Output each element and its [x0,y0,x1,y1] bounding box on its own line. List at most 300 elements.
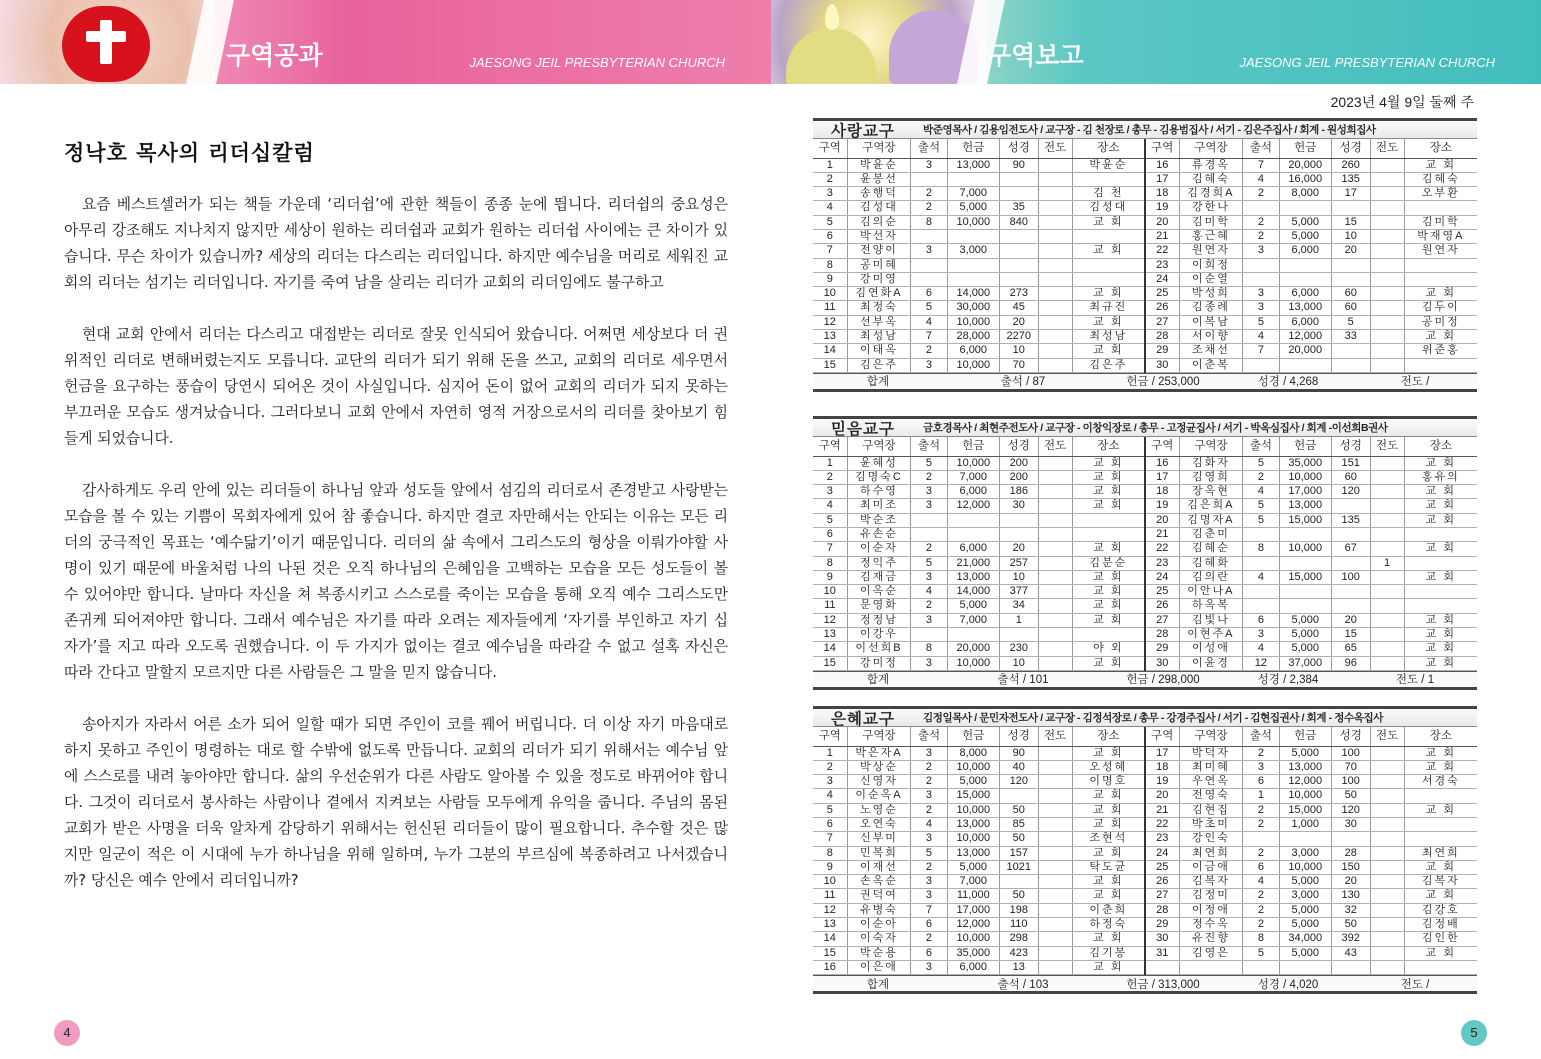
totals-row [813,671,1477,690]
table-cell [1370,746,1404,760]
table-cell: 6,000 [947,344,999,358]
table-cell: 4 [911,585,947,599]
page-number-left: 4 [54,1020,80,1046]
table-cell: 이순옥A [847,789,911,803]
table-cell: 16 [1145,456,1179,470]
table-cell: 전영숙 [1179,789,1243,803]
table-cell: 230 [999,642,1038,656]
table-cell: 13 [999,960,1038,974]
table-cell: 15 [813,946,847,960]
table-cell: 17 [1145,172,1179,186]
table-cell: 19 [1145,201,1179,215]
table-cell: 최미혜 [1179,760,1243,774]
table-cell: 50 [999,832,1038,846]
table-cell [1370,358,1404,372]
column-header: 구역 [1145,727,1179,746]
table-cell: 10 [813,287,847,301]
table-row [813,344,1477,358]
table-cell: 3 [1243,287,1279,301]
table-cell: 21 [1145,527,1179,541]
table-cell: 교 회 [1072,344,1145,358]
table-cell: 교 회 [1404,158,1477,172]
table-cell: 13 [813,918,847,932]
table-cell: 14,000 [947,585,999,599]
table-cell: 20 [999,542,1038,556]
table-cell: 김연화A [847,287,911,301]
table-cell [1038,656,1072,670]
table-cell: 강미정 [847,656,911,670]
table-cell: 3 [1243,244,1279,258]
table-cell: 최규진 [1072,301,1145,315]
table-cell: 3,000 [1279,846,1331,860]
table-row [813,656,1477,670]
table-cell: 28 [1145,330,1179,344]
table-cell [911,628,947,642]
table-cell: 11 [813,889,847,903]
table-cell: 위준홍 [1404,344,1477,358]
table-cell: 23 [1145,832,1179,846]
table-cell: 30 [999,499,1038,513]
table-cell [1038,272,1072,286]
table-cell [1038,875,1072,889]
table-cell: 윤혜성 [847,456,911,470]
table-cell: 김성대 [847,201,911,215]
table-row [813,789,1477,803]
table-cell: 김화자 [1179,456,1243,470]
table-cell: 김은주 [847,358,911,372]
table-row [813,613,1477,627]
table-cell: 35,000 [947,946,999,960]
column-header: 구역 [813,727,847,746]
table-cell: 3 [911,832,947,846]
table-cell: 공미혜 [847,258,911,272]
table-cell: 35 [999,201,1038,215]
table-cell [911,258,947,272]
column-header: 구역 [813,139,847,158]
table-cell: 15 [813,358,847,372]
table-cell: 최정숙 [847,301,911,315]
table-row [813,760,1477,774]
column-header: 장소 [1404,139,1477,158]
table-row [813,272,1477,286]
table-cell [1279,585,1331,599]
table-cell [1370,946,1404,960]
table-cell [1370,817,1404,831]
table-row [813,499,1477,513]
table-row [813,287,1477,301]
table-cell [1072,527,1145,541]
table-cell: 2 [1243,470,1279,484]
table-cell: 5,000 [947,201,999,215]
table-cell: 4 [813,201,847,215]
table-cell: 2 [911,803,947,817]
table-cell [1243,599,1279,613]
table-cell: 23 [1145,258,1179,272]
table-cell: 20 [1331,613,1370,627]
column-header: 장소 [1404,727,1477,746]
table-cell [1038,932,1072,946]
table-cell [1331,585,1370,599]
column-header: 성경 [999,727,1038,746]
table-cell: 34 [999,599,1038,613]
right-header-banner [771,0,1541,84]
table-cell [1331,344,1370,358]
table-cell: 1 [813,158,847,172]
table-cell: 교 회 [1072,485,1145,499]
table-cell: 7 [1243,344,1279,358]
table-cell: 14 [813,642,847,656]
column-header: 헌금 [1279,727,1331,746]
table-cell: 3 [911,613,947,627]
table-cell: 교 회 [1072,746,1145,760]
table-cell: 김종례 [1179,301,1243,315]
table-cell: 교 회 [1072,846,1145,860]
table-cell: 김강호 [1404,903,1477,917]
table-cell [1038,527,1072,541]
table-cell [1370,599,1404,613]
table-cell [1331,499,1370,513]
table-cell: 정익주 [847,556,911,570]
table-row [813,215,1477,229]
table-cell: 6,000 [1279,315,1331,329]
table-cell [1279,527,1331,541]
total-label: 합계 [866,978,890,991]
table-cell: 10 [813,585,847,599]
table-cell: 김경희A [1179,187,1243,201]
table-cell: 13 [813,330,847,344]
table-cell: 9 [813,570,847,584]
table-cell [911,527,947,541]
table-cell: 교 회 [1404,613,1477,627]
table-cell [1038,746,1072,760]
table-cell: 10 [999,656,1038,670]
table-cell: 김의란 [1179,570,1243,584]
table-row [813,556,1477,570]
table-cell: 서경숙 [1404,775,1477,789]
table-cell: 20 [999,315,1038,329]
table-cell: 9 [813,272,847,286]
column-header: 장소 [1404,437,1477,456]
table-row [813,229,1477,243]
column-paragraph: 현대 교회 안에서 리더는 다스리고 대접받는 리더로 잘못 인식되어 왔습니다. 어쩌면 세상보다 더 권위적인 리더로 변해버렸는지도 모릅니다. 교단의 리더가 되기 위해 돈을 쓰고, 교회의 리더로 세우면서 헌금을 요구하는 풍습이 당연시 되어온 것이 사실입니다. 심지어 돈이 없어 교회의 리더가 되지 못하는 부끄러운 모습도 생겨났습니다. 그러다보니 교회 안에서 자연히 영적 거장으로서의 리더를 찾아보기 힘들게 되었습니다. [64,326,728,447]
table-cell: 150 [1331,860,1370,874]
table-cell: 20 [1331,244,1370,258]
table-cell: 13,000 [1279,499,1331,513]
table-cell: 4 [1243,642,1279,656]
table-cell: 2 [911,932,947,946]
table-cell [1370,229,1404,243]
column-header: 전도 [1370,437,1404,456]
table-cell: 3 [813,485,847,499]
table-cell [1370,470,1404,484]
table-cell: 2 [911,344,947,358]
table-cell: 70 [999,358,1038,372]
column-header: 출석 [911,727,947,746]
table-cell: 5 [1243,315,1279,329]
table-cell: 50 [999,803,1038,817]
table-cell: 18 [1145,760,1179,774]
column-header: 구역장 [847,437,911,456]
table-cell: 8 [1243,542,1279,556]
table-cell: 90 [999,158,1038,172]
table-cell: 70 [1331,760,1370,774]
table-cell: 교 회 [1072,803,1145,817]
table-cell: 3 [1243,760,1279,774]
district-name: 은혜교구 [831,709,895,728]
table-cell [1279,599,1331,613]
table-cell [1038,760,1072,774]
table-row [813,158,1477,172]
table-cell [1038,215,1072,229]
table-cell: 이숙자 [847,932,911,946]
table-cell [1243,358,1279,372]
table-cell: 박덕자 [1179,746,1243,760]
table-cell: 2 [1243,918,1279,932]
table-cell: 교 회 [1072,613,1145,627]
table-cell [1404,527,1477,541]
table-cell: 박순조 [847,513,911,527]
table-cell: 이은애 [847,960,911,974]
table-cell: 이춘희 [1072,903,1145,917]
table-cell: 4 [1243,330,1279,344]
column-header: 헌금 [1279,437,1331,456]
table-cell: 야 외 [1072,642,1145,656]
table-cell: 85 [999,817,1038,831]
table-cell: 김은희A [1179,499,1243,513]
table-cell: 135 [1331,172,1370,186]
table-cell: 박성희 [1179,287,1243,301]
column-header: 성경 [1331,139,1370,158]
table-cell: 1 [813,456,847,470]
total-bible: 성경 / 4,268 [1257,376,1319,389]
table-cell: 김미학 [1179,215,1243,229]
report-table [813,437,1477,671]
table-cell: 교 회 [1404,570,1477,584]
table-cell: 3,000 [1279,889,1331,903]
table-cell: 186 [999,485,1038,499]
table-cell [1370,215,1404,229]
table-cell: 최성남 [1072,330,1145,344]
table-cell: 5,000 [1279,628,1331,642]
column-header: 구역 [1145,437,1179,456]
flame-icon [825,4,839,30]
table-cell: 20,000 [1279,344,1331,358]
table-cell: 2 [911,599,947,613]
table-cell: 12,000 [1279,330,1331,344]
table-cell [1404,556,1477,570]
table-cell: 박윤순 [847,158,911,172]
table-cell [1038,187,1072,201]
table-cell: 27 [1145,613,1179,627]
table-cell [1370,760,1404,774]
table-cell: 김의순 [847,215,911,229]
table-cell: 이명호 [1072,775,1145,789]
table-row [813,301,1477,315]
table-cell [947,229,999,243]
table-cell [1370,585,1404,599]
table-cell [1370,315,1404,329]
column-paragraph: 요즘 베스트셀러가 되는 책들 가운데 ‘리더쉽’에 관한 책들이 종종 눈에 띕니다. 리더쉽의 중요성은 아무리 강조해도 지나치지 않지만 세상이 원하는 리더쉽과 교회가 원하는 리더쉽 사이에는 큰 차이가 있습니다. 무슨 차이가 있습니까? 세상의 리더는 다스리는 리더입니다. 하지만 예수님을 머리로 세워진 교회의 리더는 섬기는 리더입니다. 자기를 죽여 남을 살리는 리더가 교회의 리더임에도 불구하고 [64,196,728,291]
total-evangelism: 전도 / [1400,978,1430,991]
table-cell: 8 [911,215,947,229]
table-cell: 20,000 [1279,158,1331,172]
table-cell: 김미학 [1404,215,1477,229]
table-row [813,918,1477,932]
table-cell: 28,000 [947,330,999,344]
column-paragraph: 송아지가 자라서 어른 소가 되어 일할 때가 되면 주인이 코를 꿰어 버립니다. 더 이상 자기 마음대로 하지 못하고 주인이 명령하는 대로 할 수밖에 없도록 만듭니다. 교회의 리더가 되기 위해서는 예수님 앞에 스스로를 내려 놓아야만 합니다. 삶의 우선순위가 다른 사람도 알아볼 수 있을 정도로 바뀌어야 합니다. 그것이 리더로서 봉사하는 사람이나 곁에서 지켜보는 사람들 모두에게 유익을 줍니다. 주님의 몸된 교회가 받은 사명을 더욱 알차게 감당하기 위해서는 헌신된 리더들이 많이 필요합니다. 추수할 것은 많지만 일군이 적은 이 시대에 누가 하나님을 위해 일하며, 누가 그분의 부르심에 복종하려고 나서겠습니까? 당신은 예수 안에서 리더입니까? [64,716,728,889]
table-cell: 19 [1145,499,1179,513]
column-header: 구역장 [847,727,911,746]
table-cell [999,272,1038,286]
table-cell: 22 [1145,817,1179,831]
table-row [813,746,1477,760]
report-table [813,139,1477,373]
table-cell [1370,570,1404,584]
table-cell: 4 [1243,172,1279,186]
table-cell: 5 [813,513,847,527]
table-cell: 2 [1243,903,1279,917]
table-cell: 교 회 [1072,932,1145,946]
table-cell: 423 [999,946,1038,960]
table-cell: 25 [1145,585,1179,599]
table-cell: 2 [911,542,947,556]
table-cell: 392 [1331,932,1370,946]
total-offering: 헌금 / 253,000 [1126,376,1200,389]
district-header [813,706,1477,727]
table-cell: 10,000 [947,358,999,372]
table-cell: 3 [911,889,947,903]
table-cell [1038,832,1072,846]
table-cell [1404,585,1477,599]
table-cell: 7 [1243,158,1279,172]
table-cell: 5,000 [947,860,999,874]
column-header: 장소 [1072,437,1145,456]
table-cell: 2 [1243,803,1279,817]
table-cell [1370,832,1404,846]
table-cell [911,172,947,186]
column-header: 구역장 [1179,727,1243,746]
table-cell: 6 [1243,860,1279,874]
table-cell: 이안나A [1179,585,1243,599]
table-cell: 3 [911,158,947,172]
table-cell: 14 [813,932,847,946]
table-cell: 90 [999,746,1038,760]
table-cell: 3 [911,485,947,499]
table-cell: 김인한 [1404,932,1477,946]
column-header: 출석 [911,139,947,158]
column-header: 구역 [1145,139,1179,158]
table-cell [1331,556,1370,570]
table-cell [1038,244,1072,258]
table-cell: 5 [911,301,947,315]
table-cell: 3 [911,789,947,803]
table-cell: 3 [813,187,847,201]
total-evangelism: 전도 / 1 [1395,674,1435,687]
table-cell: 20 [1145,789,1179,803]
table-cell: 4 [1243,875,1279,889]
table-cell: 하정숙 [1072,918,1145,932]
table-cell: 최연희 [1404,846,1477,860]
table-cell: 14 [813,344,847,358]
table-cell: 김영은 [1179,946,1243,960]
table-cell [1038,846,1072,860]
table-cell [1370,158,1404,172]
table-cell: 2 [1243,187,1279,201]
table-cell: 8,000 [1279,187,1331,201]
table-cell: 5,000 [1279,229,1331,243]
table-cell: 5,000 [1279,903,1331,917]
table-cell: 강미영 [847,272,911,286]
table-cell [1038,960,1072,974]
table-cell [1331,201,1370,215]
district-name: 사랑교구 [831,121,895,140]
table-cell [911,229,947,243]
table-cell: 17 [1145,746,1179,760]
table-cell: 김명자A [1179,513,1243,527]
table-cell: 이성애 [1179,642,1243,656]
table-cell: 12 [813,903,847,917]
table-cell: 377 [999,585,1038,599]
table-cell [1370,789,1404,803]
table-cell: 6 [1243,775,1279,789]
column-header: 성경 [999,139,1038,158]
table-cell: 29 [1145,918,1179,932]
table-cell: 교 회 [1072,585,1145,599]
table-cell: 5 [1243,499,1279,513]
table-cell [999,789,1038,803]
table-cell: 1021 [999,860,1038,874]
table-cell: 5,000 [1279,642,1331,656]
table-cell: 이순자 [847,542,911,556]
table-row [813,860,1477,874]
table-cell: 12,000 [1279,775,1331,789]
table-cell [1370,775,1404,789]
table-cell [1072,272,1145,286]
table-row [813,832,1477,846]
table-cell: 박선자 [847,229,911,243]
table-cell: 13,000 [947,570,999,584]
table-cell: 1 [813,746,847,760]
table-row [813,172,1477,186]
table-cell: 12,000 [947,499,999,513]
table-cell: 21 [1145,229,1179,243]
table-cell: 3 [911,570,947,584]
table-cell: 5 [813,803,847,817]
table-cell: 원연자 [1404,244,1477,258]
table-cell: 22 [1145,542,1179,556]
table-cell: 2 [911,760,947,774]
table-cell: 12 [813,613,847,627]
table-cell [1370,960,1404,974]
district-mideum [813,416,1477,690]
district-eunhye [813,706,1477,994]
table-cell [1038,628,1072,642]
table-cell [1243,960,1279,974]
column-header: 장소 [1072,139,1145,158]
table-cell: 민복희 [847,846,911,860]
table-cell: 3 [1243,301,1279,315]
table-cell [1404,258,1477,272]
table-cell: 130 [1331,889,1370,903]
table-row [813,932,1477,946]
table-cell [1038,599,1072,613]
total-evangelism: 전도 / [1400,376,1430,389]
table-cell: 선부옥 [847,315,911,329]
table-cell [1145,960,1179,974]
totals-row [813,975,1477,994]
table-cell: 120 [1331,803,1370,817]
table-cell [1038,344,1072,358]
